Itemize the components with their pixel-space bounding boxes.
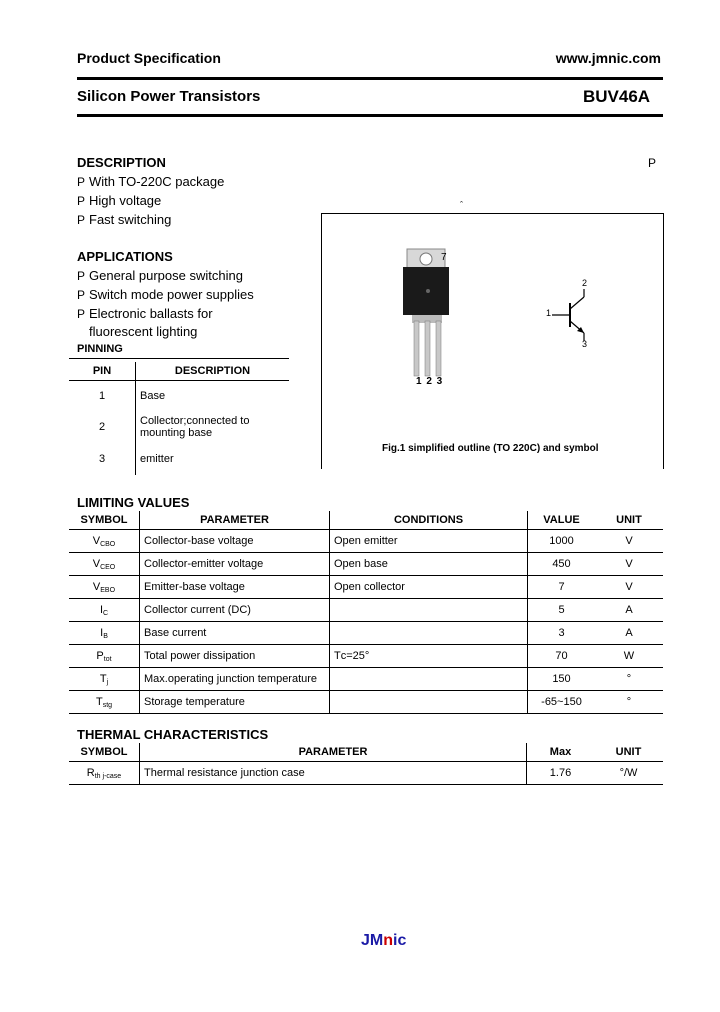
symbol-cell: $I_B$ <box>69 622 140 645</box>
conditions-cell <box>330 691 528 714</box>
parameter-cell: Emitter-base voltage <box>140 576 330 599</box>
footer-logo <box>361 932 406 950</box>
to220-package-image <box>395 245 465 380</box>
table-header-row <box>69 743 663 762</box>
bullet-icon: Ρ <box>77 288 86 302</box>
unit-cell: A <box>595 599 663 622</box>
table-row <box>69 599 663 622</box>
column-header: PARAMETER <box>140 511 330 530</box>
table-header-row <box>69 362 289 381</box>
unit-cell: W <box>595 645 663 668</box>
pinning-rule <box>69 358 289 359</box>
pin-number: 1 <box>98 390 106 402</box>
header-rule-top <box>77 77 663 80</box>
doc-type: Product Specification <box>77 50 221 66</box>
bullet-icon: Ρ <box>77 213 86 227</box>
product-family: Silicon Power Transistors <box>77 88 261 105</box>
figure-frame <box>321 213 664 469</box>
parameter-cell: Collector current (DC) <box>140 599 330 622</box>
pin-number: 2 <box>98 421 106 433</box>
table-row <box>69 762 663 785</box>
column-header: CONDITIONS <box>330 511 528 530</box>
package-pin-numbers: 1 2 3 <box>416 376 444 387</box>
limiting-values-title: LIMITING VALUES <box>77 495 190 510</box>
symbol-cell: $R_{th j-case}$ <box>69 762 140 785</box>
table-row <box>69 553 663 576</box>
limiting-values-table <box>69 511 663 714</box>
header-rule-bottom <box>77 114 663 117</box>
parameter-cell: Total power dissipation <box>140 645 330 668</box>
conditions-cell <box>330 622 528 645</box>
table-header-row <box>69 511 663 530</box>
thermal-table <box>69 743 663 785</box>
table-row <box>69 645 663 668</box>
conditions-cell: Open base <box>330 553 528 576</box>
pin-description: Collector;connected to mounting base <box>136 411 290 443</box>
symbol-cell: $V_{EBO}$ <box>69 576 140 599</box>
symbol-cell: $T_j$ <box>69 668 140 691</box>
unit-cell: ° <box>595 668 663 691</box>
bullet-icon: Ρ <box>77 194 86 208</box>
description-item: Fast switching <box>89 212 172 227</box>
column-header: VALUE <box>528 511 596 530</box>
logo-part-ic: ic <box>393 932 407 949</box>
limiting-values-body <box>69 530 663 714</box>
table-row <box>69 411 289 443</box>
value-cell: 7 <box>528 576 596 599</box>
bullet-icon: Ρ <box>77 175 86 189</box>
value-cell: 3 <box>528 622 596 645</box>
symbol-label-collector: 2 <box>582 278 588 288</box>
application-item: General purpose switching <box>89 268 243 283</box>
part-number: BUV46A <box>583 87 651 106</box>
parameter-cell: Collector-base voltage <box>140 530 330 553</box>
symbol-cell: $V_{CEO}$ <box>69 553 140 576</box>
bullet-icon: Ρ <box>77 269 86 283</box>
table-row <box>69 381 289 412</box>
column-header: PIN <box>69 362 136 381</box>
symbol-cell: $T_{stg}$ <box>69 691 140 714</box>
parameter-cell: Base current <box>140 622 330 645</box>
table-row <box>69 576 663 599</box>
application-item: fluorescent lighting <box>89 324 198 339</box>
conditions-cell <box>330 668 528 691</box>
symbol-cell: $P_{tot}$ <box>69 645 140 668</box>
application-item: Electronic ballasts for <box>89 306 213 321</box>
table-row <box>69 530 663 553</box>
unit-cell: °/W <box>594 762 663 785</box>
table-row <box>69 622 663 645</box>
column-header: UNIT <box>595 511 663 530</box>
parameter-cell: Collector-emitter voltage <box>140 553 330 576</box>
symbol-label-emitter: 3 <box>582 339 588 349</box>
column-header: SYMBOL <box>69 511 140 530</box>
conditions-cell: Open emitter <box>330 530 528 553</box>
pin-description: emitter <box>136 443 290 475</box>
table-row <box>69 443 289 475</box>
column-header: Max <box>527 743 595 762</box>
pin-description: Base <box>136 381 290 412</box>
unit-cell: V <box>595 530 663 553</box>
conditions-cell: Open collector <box>330 576 528 599</box>
bullet-icon: Ρ <box>77 307 86 321</box>
value-cell: 150 <box>528 668 596 691</box>
description-title: DESCRIPTION <box>77 155 166 170</box>
conditions-cell: Tᴄ=25° <box>330 645 528 668</box>
parameter-cell: Storage temperature <box>140 691 330 714</box>
conditions-cell <box>330 599 528 622</box>
pinning-title: PINNING <box>77 343 123 355</box>
max-cell: 1.76 <box>527 762 595 785</box>
figure-caption: Fig.1 simplified outline (TO 220C) and symbol <box>382 443 599 454</box>
symbol-label-base: 1 <box>546 308 552 318</box>
column-header: DESCRIPTION <box>136 362 290 381</box>
tab-label: 7 <box>441 252 447 263</box>
unit-cell: ° <box>595 691 663 714</box>
logo-part-jm: JM <box>361 932 384 949</box>
applications-title: APPLICATIONS <box>77 249 173 264</box>
parameter-cell: Thermal resistance junction case <box>140 762 527 785</box>
corner-mark: Ρ <box>648 156 657 170</box>
value-cell: 450 <box>528 553 596 576</box>
symbol-cell: $V_{CBO}$ <box>69 530 140 553</box>
description-item: With TO-220C package <box>89 174 225 189</box>
symbol-cell: $I_C$ <box>69 599 140 622</box>
application-item: Switch mode power supplies <box>89 287 254 302</box>
unit-cell: V <box>595 576 663 599</box>
website[interactable]: www.jmnic.com <box>555 50 661 66</box>
value-cell: 1000 <box>528 530 596 553</box>
parameter-cell: Max.operating junction temperature <box>140 668 330 691</box>
value-cell: 5 <box>528 599 596 622</box>
pinning-table <box>69 362 289 475</box>
stray-mark: ˆ <box>460 200 463 210</box>
table-row <box>69 691 663 714</box>
column-header: UNIT <box>594 743 663 762</box>
unit-cell: V <box>595 553 663 576</box>
pin-number: 3 <box>98 453 106 465</box>
column-header: SYMBOL <box>69 743 140 762</box>
description-item: High voltage <box>89 193 162 208</box>
unit-cell: A <box>595 622 663 645</box>
value-cell: -65~150 <box>528 691 596 714</box>
table-row <box>69 668 663 691</box>
value-cell: 70 <box>528 645 596 668</box>
logo-part-n: n <box>383 932 394 949</box>
column-header: PARAMETER <box>140 743 527 762</box>
thermal-title: THERMAL CHARACTERISTICS <box>77 727 269 742</box>
